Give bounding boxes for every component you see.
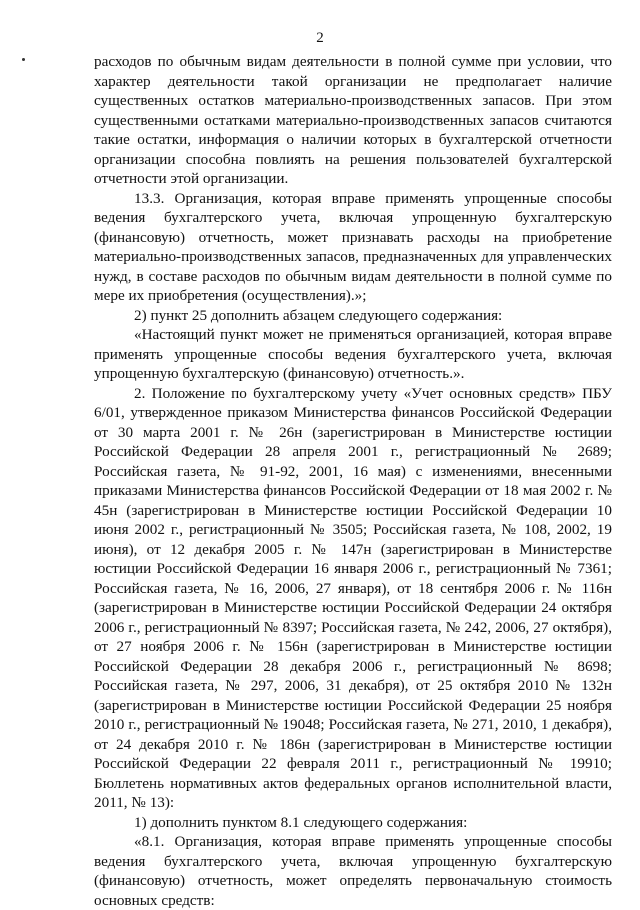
paragraph-continuation: расходов по обычным видам деятельности в полной сумме при условии, что характер деятельности такой организации не предполагает наличие существенных остатков материально-производственных запасов. При этом существенными остатками материально-производственных запасов считаются такие остатки, информация о наличии которых в бухгалтерской отчетности организации способна повлиять на решения пользователей бухгалтерской отчетности этой организации.: [94, 53, 612, 187]
paragraph-quote: «Настоящий пункт может не применяться организацией, которая вправе применять упрощенные способы ведения бухгалтерского учета, включая упрощенную бухгалтерскую (финансовую) отчетность.».: [94, 326, 612, 382]
paragraph-item-1: 1) дополнить пунктом 8.1 следующего содержания:: [134, 813, 468, 831]
document-body: [94, 52, 612, 910]
paragraph-13-3: 13.3. Организация, которая вправе применять упрощенные способы ведения бухгалтерского учета, включая упрощенную бухгалтерскую (финансовую) отчетность, может признавать расходы на приобретение материально-производственных запасов, предназначенных для управленческих нужд, в составе расходов по обычным видам деятельности в полной сумме по мере их приобретения (осуществления).»;: [94, 189, 612, 304]
paragraph-pbu-6-01: 2. Положение по бухгалтерскому учету «Учет основных средств» ПБУ 6/01, утвержденное приказом Министерства финансов Российской Федерации от 30 марта 2001 г. № 26н (зарегистрирован в Министерстве юстиции Российской Федерации 28 апреля 2001 г., регистрационный № 2689; Российская газета, № 91-92, 2001, 16 мая) с изменениями, внесенными приказами Министерства финансов Российской Федерации от 18 мая 2002 г. № 45н (зарегистрирован в Министерстве юстиции Российской Федерации 10 июня 2002 г., регистрационный № 3505; Российская газета, № 108, 2002, 19 июня), от 12 декабря 2005 г. № 147н (зарегистрирован в Министерстве юстиции Российской Федерации 16 января 2006 г., регистрационный № 7361; Российская газета, № 16, 2006, 27 января), от 18 сентября 2006 г. № 116н (зарегистрирован в Министерстве юстиции Российской Федерации 24 октября 2006 г., регистрационный № 8397; Российская газета, № 242, 2006, 27 октября), от 27 ноября 2006 г. № 156н (зарегистрирован в Министерстве юстиции Российской Федерации 28 декабря 2006 г., регистрационный № 8698; Российская газета, № 297, 2006, 31 декабря), от 25 октября 2010 № 132н (зарегистрирован в Министерстве юстиции Российской Федерации 25 ноября 2010 г., регистрационный № 19048; Российская газета, № 271, 2010, 1 декабря), от 24 декабря 2010 г. № 186н (зарегистрирован в Министерстве юстиции Российской Федерации 22 февраля 2011 г., регистрационный № 19910; Бюллетень нормативных актов федеральных органов исполнительной власти, 2011, № 13):: [94, 384, 612, 811]
paragraph-8-1: «8.1. Организация, которая вправе применять упрощенные способы ведения бухгалтерского учета, включая упрощенную бухгалтерскую (финансовую) отчетность, может определять первоначальную стоимость основных средств:: [94, 833, 612, 909]
page-number: 2: [316, 30, 324, 46]
paragraph-item-2: 2) пункт 25 дополнить абзацем следующего содержания:: [134, 306, 503, 324]
scan-mark: [22, 58, 25, 61]
